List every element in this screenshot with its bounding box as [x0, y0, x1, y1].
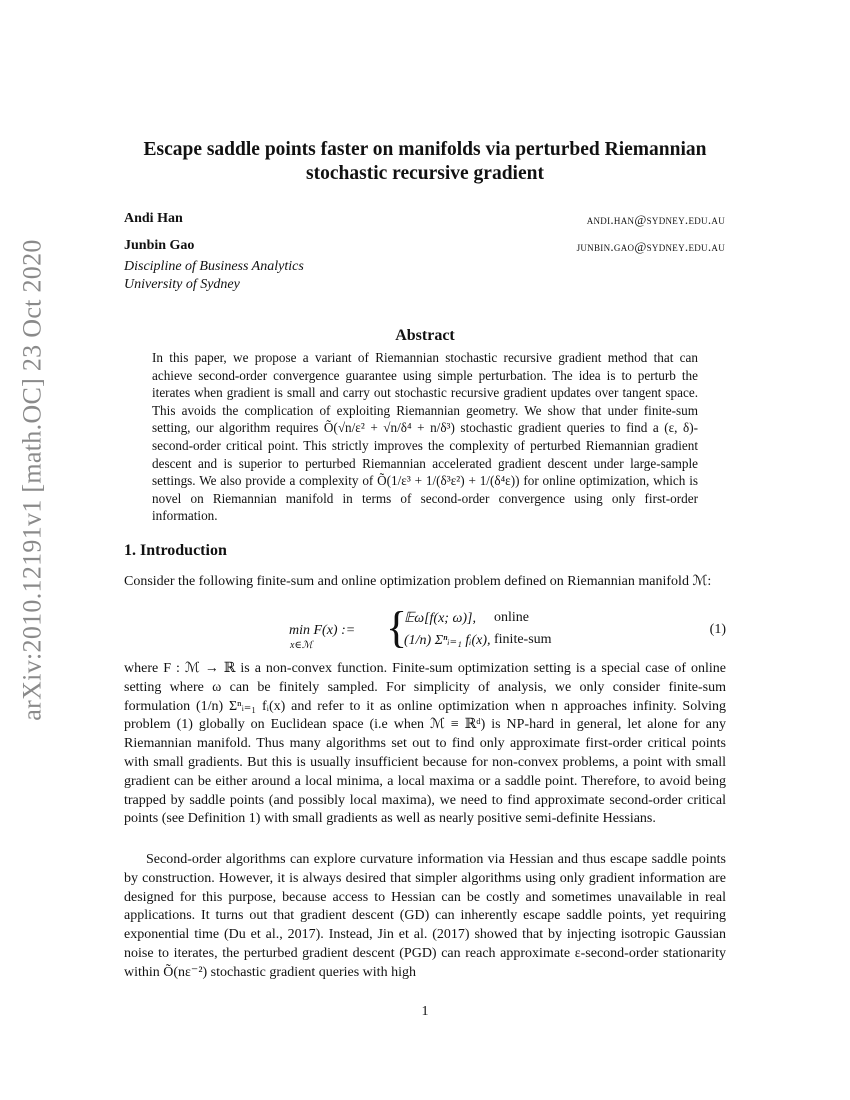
author-name: Andi Han: [124, 211, 183, 226]
arxiv-id-text: arXiv:2010.12191v1 [math.OC] 23 Oct 2020: [18, 239, 48, 721]
author-row-2: [124, 238, 725, 254]
equation-1: [124, 603, 726, 659]
equation-lhs: min F(x) :=: [289, 623, 356, 638]
title-line-1: Escape saddle points faster on manifolds via perturbed Riemannian: [143, 139, 707, 160]
equation-case-online-label: online: [494, 610, 529, 625]
equation-number: (1): [709, 622, 726, 637]
equation-brace: {: [386, 603, 408, 652]
author-name: Junbin Gao: [124, 238, 195, 253]
intro-paragraph-1: where F : ℳ → ℝ is a non-convex function. Finite-sum optimization setting is a special case of online setting where ω can be finitely sampled. For simplicity of analysis, we only consider finite-sum formulation (1/n) Σⁿᵢ₌₁ fᵢ(x) and refer to it as online optimization when n approaches infinity. Solving problem (1) globally on Euclidean space (i.e when ℳ ≡ ℝᵈ) is NP-hard in general, let alone for any Riemannian manifold. Thus many algorithms set out to find only approximate first-order critical points with small gradients. But this is usually insufficient because for non-convex problems, a point with small gradient can be either around a local minima, a local maxima or a saddle point. Therefore, to avoid being trapped by saddle points (and possibly local maxima), we need to find approximate second-order critical points (see Definition 1) with small gradients as well as nearly positive semi-definite Hessians.: [124, 661, 726, 827]
intro-paragraph-2: Second-order algorithms can explore curvature information via Hessian and thus escape saddle points by construction. However, it is always desired that simpler algorithms using only gradient information are designed for this purpose, because access to Hessian can be costly and sometimes unavailable in real applications. It turns out that gradient descent (GD) can inherently escape saddle points, yet requiring exponential time (Du et al., 2017). Instead, Jin et al. (2017) showed that by injecting isotropic Gaussian noise to iterates, the perturbed gradient descent (PGD) can reach approximate ε-second-order stationarity within Õ(nε⁻²) stochastic gradient queries with high: [124, 852, 726, 980]
equation-min-subscript: x∈ℳ: [290, 640, 313, 651]
paper-title: [110, 138, 740, 186]
equation-case-online: 𝔼ω[f(x; ω)],: [404, 611, 476, 626]
author-email[interactable]: andi.han@sydney.edu.au: [586, 212, 725, 227]
affiliation-department: Discipline of Business Analytics: [124, 259, 304, 274]
page-number: 1: [421, 1004, 429, 1019]
section-heading-introduction: 1. Introduction: [124, 542, 227, 559]
author-row-1: [124, 211, 725, 227]
intro-lead-paragraph: Consider the following finite-sum and online optimization problem defined on Riemannian manifold ℳ:: [124, 574, 712, 589]
title-line-2: stochastic recursive gradient: [306, 163, 544, 184]
abstract-body: In this paper, we propose a variant of Riemannian stochastic recursive gradient method that can achieve second-order convergence guarantee using simple perturbation. The idea is to perturb the iterates when gradient is small and carry out stochastic recursive gradient updates over tangent space. This avoids the complication of exploiting Riemannian geometry. We show that under finite-sum setting, our algorithm requires Õ(√n/ε² + √n/δ⁴ + n/δ³) stochastic gradient queries to find a (ε, δ)-second-order critical point. This strictly improves the complexity of perturbed Riemannian gradient descent and is superior to perturbed Riemannian accelerated gradient descent under large-sample settings. We also provide a complexity of Õ(1/ε³ + 1/(δ³ε²) + 1/(δ⁴ε)) for online optimization, which is novel on Riemannian manifold in terms of second-order convergence using only first-order information.: [152, 350, 698, 524]
equation-case-finite-sum: (1/n) Σⁿᵢ₌₁ fᵢ(x),: [404, 633, 491, 648]
affiliation-university: University of Sydney: [124, 277, 240, 292]
author-email[interactable]: junbin.gao@sydney.edu.au: [576, 239, 725, 254]
abstract-heading: Abstract: [395, 327, 455, 344]
equation-case-finite-sum-label: finite-sum: [494, 632, 552, 647]
